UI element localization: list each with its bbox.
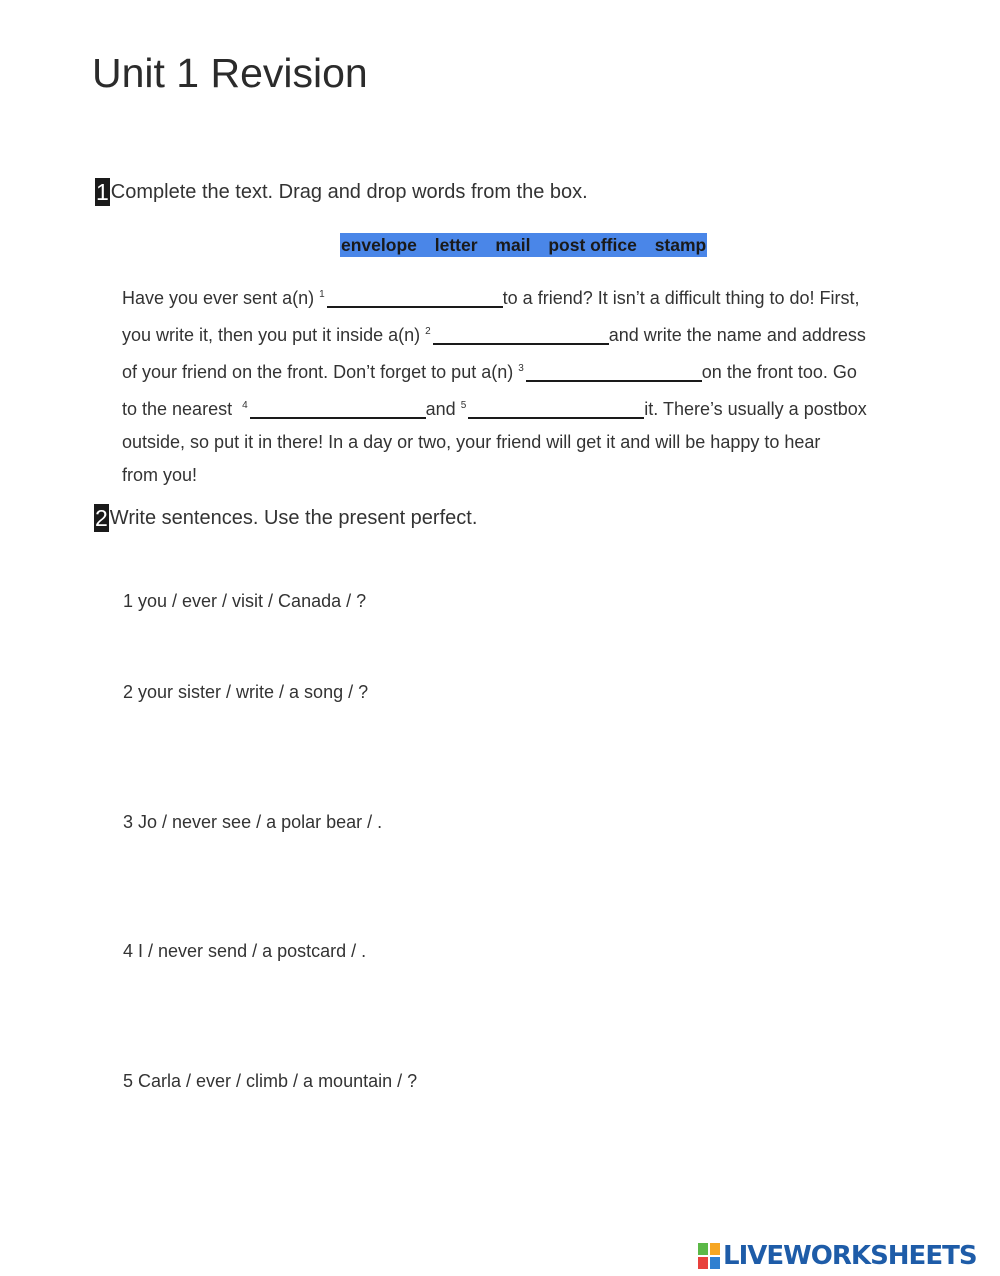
paragraph-line bbox=[122, 389, 952, 426]
word-letter[interactable]: letter bbox=[434, 235, 478, 255]
text: to a friend? It isn’t a difficult thing to do! First, bbox=[502, 288, 860, 308]
blank-number: 1 bbox=[319, 289, 325, 300]
word-mail[interactable]: mail bbox=[495, 235, 531, 255]
page-title: Unit 1 Revision bbox=[92, 50, 368, 96]
prompt-4: 4 I / never send / a postcard / . bbox=[123, 941, 367, 961]
prompt-3: 3 Jo / never see / a polar bear / . bbox=[123, 812, 383, 832]
prompt-1: 1 you / ever / visit / Canada / ? bbox=[123, 591, 367, 611]
answer-field-2[interactable] bbox=[123, 722, 883, 762]
paragraph-line: outside, so put it in there! In a day or two, your friend will get it and will be happy to hear bbox=[122, 432, 821, 452]
prompt-2: 2 your sister / write / a song / ? bbox=[123, 682, 369, 702]
section-number: 1 bbox=[96, 179, 109, 205]
text: on the front too. Go bbox=[701, 362, 857, 382]
paragraph-line bbox=[122, 352, 952, 389]
answer-field-4[interactable] bbox=[123, 981, 883, 1021]
blank-number: 3 bbox=[518, 363, 524, 374]
drop-blank-2[interactable] bbox=[433, 325, 609, 345]
word-bank bbox=[340, 233, 707, 257]
word-stamp[interactable]: stamp bbox=[654, 235, 707, 255]
section-instruction: Complete the text. Drag and drop words from the box. bbox=[110, 181, 588, 203]
text: you write it, then you put it inside a(n) bbox=[122, 325, 421, 345]
text: Have you ever sent a(n) bbox=[122, 288, 315, 308]
text: it. There’s usually a postbox bbox=[644, 399, 867, 419]
text: and write the name and address bbox=[608, 325, 866, 345]
section-number: 2 bbox=[95, 505, 108, 531]
drop-blank-3[interactable] bbox=[526, 362, 702, 382]
section-1-heading bbox=[95, 178, 588, 206]
word-envelope[interactable]: envelope bbox=[341, 235, 417, 255]
paragraph-line bbox=[122, 278, 952, 315]
answer-field-1[interactable] bbox=[123, 622, 883, 662]
section-instruction: Write sentences. Use the present perfect. bbox=[109, 507, 478, 529]
text: to the nearest bbox=[122, 399, 233, 419]
drop-blank-1[interactable] bbox=[327, 288, 503, 308]
blank-number: 5 bbox=[460, 400, 467, 411]
liveworksheets-logo-icon bbox=[698, 1243, 720, 1269]
paragraph-line bbox=[122, 315, 952, 352]
paragraph-line: from you! bbox=[122, 465, 198, 485]
drop-blank-5[interactable] bbox=[468, 399, 644, 419]
text: and bbox=[425, 399, 456, 419]
answer-field-3[interactable] bbox=[123, 852, 883, 892]
answer-field-5[interactable] bbox=[123, 1111, 883, 1151]
text: of your friend on the front. Don’t forget to put a(n) bbox=[122, 362, 514, 382]
cloze-paragraph bbox=[122, 278, 952, 492]
blank-number: 2 bbox=[425, 326, 431, 337]
section-2-heading bbox=[94, 504, 477, 532]
word-post-office[interactable]: post office bbox=[548, 235, 637, 255]
liveworksheets-logo bbox=[698, 1240, 977, 1272]
drop-blank-4[interactable] bbox=[250, 399, 426, 419]
prompt-5: 5 Carla / ever / climb / a mountain / ? bbox=[123, 1071, 418, 1091]
blank-number: 4 bbox=[242, 400, 248, 411]
logo-text: LIVEWORKSHEETS bbox=[723, 1241, 977, 1271]
